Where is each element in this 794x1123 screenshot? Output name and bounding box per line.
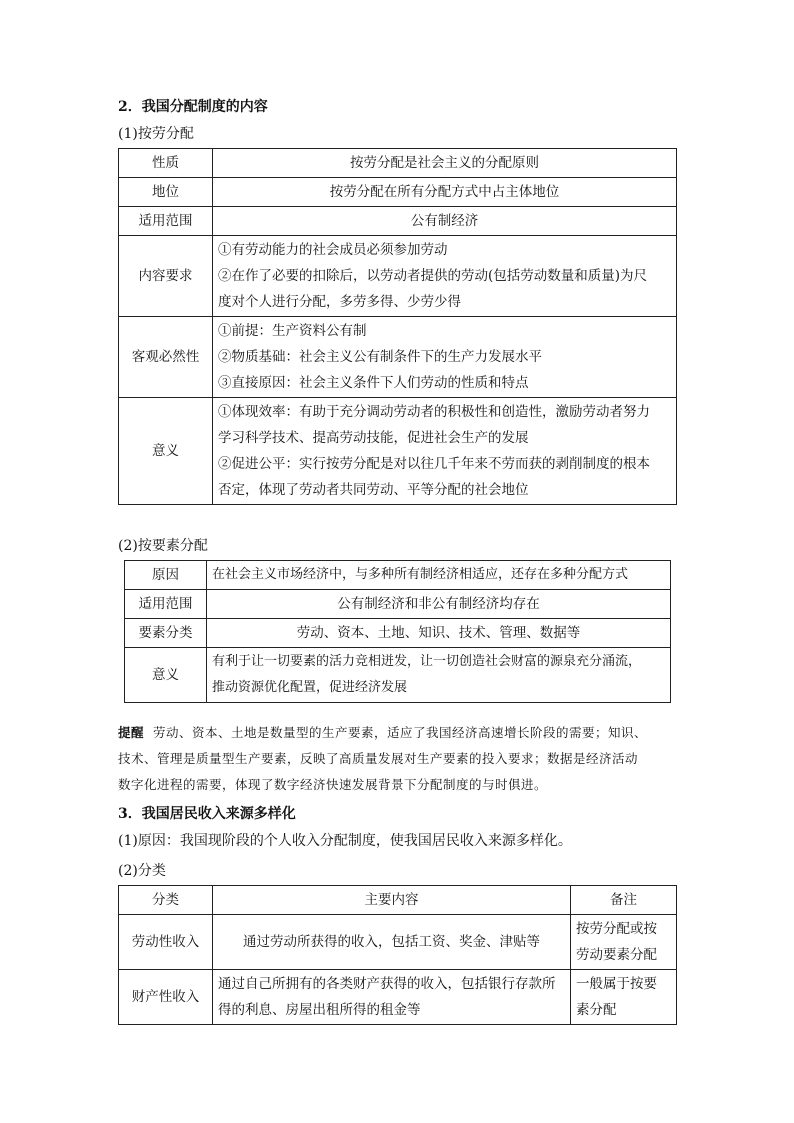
tip-line: 劳动、资本、土地是数量型的生产要素，适应了我国经济高速增长阶段的需要；知识、	[152, 725, 647, 740]
column-header: 备注	[571, 886, 677, 915]
row-content	[207, 648, 671, 703]
income-type: 劳动性收入	[119, 915, 213, 970]
row-content: 按劳分配是社会主义的分配原则	[213, 149, 677, 178]
row-label: 原因	[125, 561, 207, 590]
row-content: 按劳分配在所有分配方式中占主体地位	[213, 178, 677, 207]
remark-line: 按劳分配或按	[576, 921, 657, 937]
row-content: 公有制经济和非公有制经济均存在	[207, 590, 671, 619]
row-label: 性质	[119, 149, 213, 178]
income-content: 通过劳动所获得的收入，包括工资、奖金、津贴等	[213, 915, 571, 970]
table-header-row	[119, 886, 677, 915]
content-line: 得的利息、房屋出租所得的租金等	[218, 1002, 421, 1018]
row-label: 地位	[119, 178, 213, 207]
content-line: ②促进公平：实行按劳分配是对以往几千年来不劳而获的剥削制度的根本	[218, 456, 650, 472]
section-2-heading: 2．我国分配制度的内容	[118, 99, 268, 115]
content-line: ②物质基础：社会主义公有制条件下的生产力发展水平	[218, 349, 542, 365]
row-label: 客观必然性	[119, 317, 213, 398]
row-label: 适用范围	[125, 590, 207, 619]
tip-note	[118, 720, 678, 798]
tip-line: 技术、管理是质量型生产要素，反映了高质量发展对生产要素的投入要求；数据是经济活动	[118, 751, 639, 766]
content-line: 否定，体现了劳动者共同劳动、平等分配的社会地位	[218, 482, 529, 498]
income-type: 财产性收入	[119, 970, 213, 1025]
income-content	[213, 970, 571, 1025]
content-line: ②在作了必要的扣除后，以劳动者提供的劳动(包括劳动数量和质量)为尺	[218, 268, 648, 284]
row-content	[213, 317, 677, 398]
table-row	[125, 619, 671, 648]
labor-distribution-table	[118, 148, 677, 505]
table-row	[119, 207, 677, 236]
remark-line: 素分配	[576, 1002, 617, 1018]
table-row	[119, 398, 677, 505]
row-content	[213, 236, 677, 317]
factor-distribution-table	[124, 560, 671, 703]
row-content: 公有制经济	[213, 207, 677, 236]
content-line: 通过自己所拥有的各类财产获得的收入，包括银行存款所	[218, 976, 556, 992]
section-3-heading: 3．我国居民收入来源多样化	[118, 806, 296, 822]
subsection-labor-distribution: (1)按劳分配	[118, 126, 194, 142]
content-line: 学习科学技术、提高劳动技能，促进社会生产的发展	[218, 430, 529, 446]
table-row	[119, 149, 677, 178]
row-content: 劳动、资本、土地、知识、技术、管理、数据等	[207, 619, 671, 648]
tip-line: 数字化进程的需要，体现了数字经济快速发展背景下分配制度的与时俱进。	[118, 777, 548, 792]
remark-line: 一般属于按要	[576, 976, 657, 992]
table-row	[119, 915, 677, 970]
income-classification-table	[118, 885, 677, 1025]
row-content: 在社会主义市场经济中，与多种所有制经济相适应，还存在多种分配方式	[207, 561, 671, 590]
income-remark	[571, 970, 677, 1025]
content-line: ①有劳动能力的社会成员必须参加劳动	[218, 242, 448, 258]
column-header: 分类	[119, 886, 213, 915]
content-line: 推动资源优化配置，促进经济发展	[212, 680, 408, 695]
table-row	[119, 236, 677, 317]
row-content	[213, 398, 677, 505]
subsection-classification: (2)分类	[118, 863, 166, 879]
table-row	[119, 970, 677, 1025]
table-row	[125, 561, 671, 590]
content-line: ①体现效率：有助于充分调动劳动者的积极性和创造性，激励劳动者努力	[218, 404, 650, 420]
row-label: 内容要求	[119, 236, 213, 317]
content-line: 度对个人进行分配，多劳多得、少劳少得	[218, 294, 461, 310]
column-header: 主要内容	[213, 886, 571, 915]
income-remark	[571, 915, 677, 970]
table-row	[125, 648, 671, 703]
row-label: 要素分类	[125, 619, 207, 648]
tip-label: 提醒	[118, 725, 145, 740]
table-row	[125, 590, 671, 619]
table-row	[119, 178, 677, 207]
remark-line: 劳动要素分配	[576, 947, 657, 963]
content-line: 有利于让一切要素的活力竞相迸发，让一切创造社会财富的源泉充分涌流，	[212, 654, 642, 669]
subsection-factor-distribution: (2)按要素分配	[118, 538, 208, 554]
table-row	[119, 317, 677, 398]
row-label: 适用范围	[119, 207, 213, 236]
row-label: 意义	[125, 648, 207, 703]
row-label: 意义	[119, 398, 213, 505]
content-line: ③直接原因：社会主义条件下人们劳动的性质和特点	[218, 375, 529, 391]
income-reason-text: (1)原因：我国现阶段的个人收入分配制度，使我国居民收入来源多样化。	[118, 833, 572, 849]
content-line: ①前提：生产资料公有制	[218, 323, 367, 339]
